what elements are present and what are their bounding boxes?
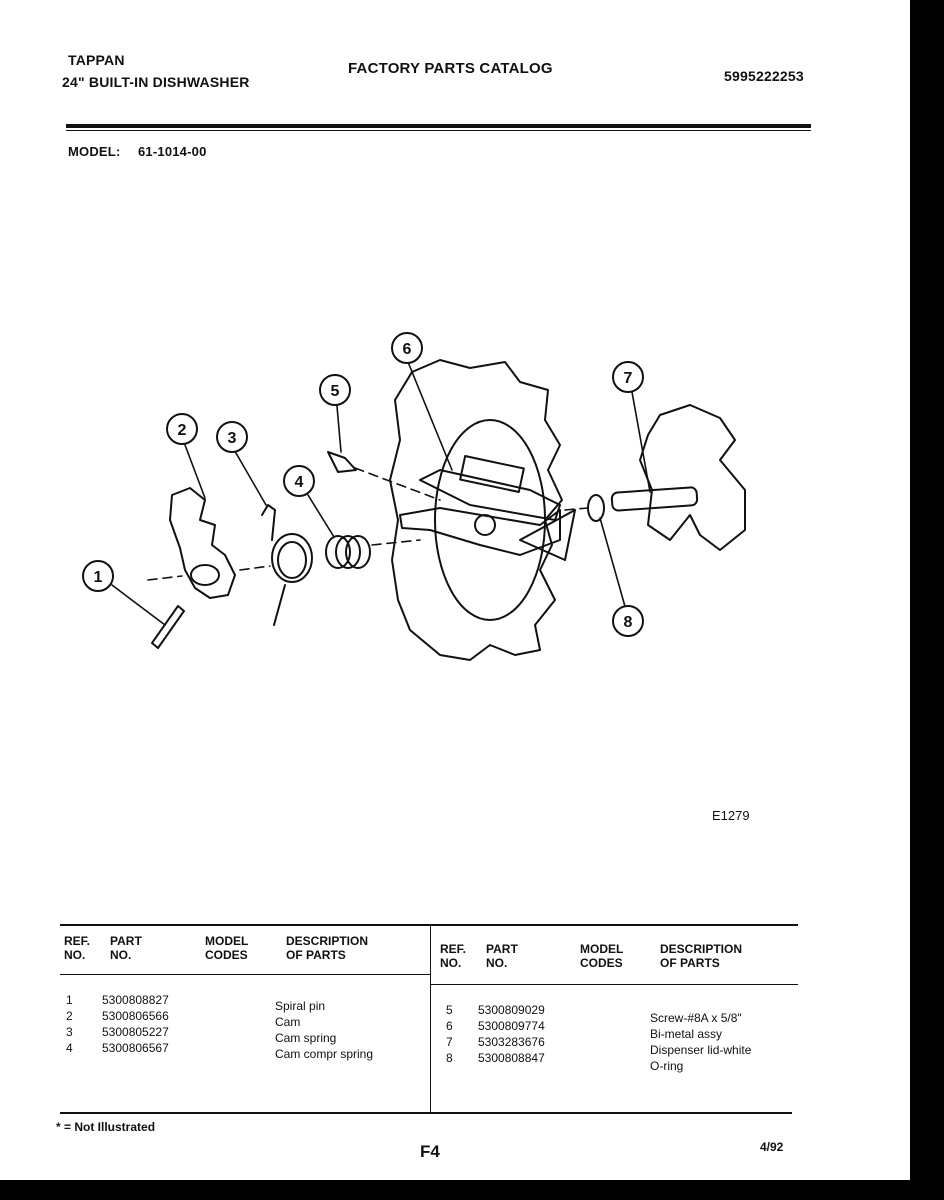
callout-2	[167, 414, 197, 444]
callout-4	[284, 466, 314, 496]
callout-5	[320, 375, 350, 405]
callout-3	[217, 422, 247, 452]
left-desc-column: Spiral pin Cam Cam spring Cam compr spring	[275, 999, 374, 1061]
left-part-column: 5300808827 5300806566 5300805227 5300806567	[102, 993, 169, 1055]
dispenser-lid	[640, 405, 745, 550]
right-desc-column: Screw-#8A x 5/8" Bi-metal assy Dispenser lid-white O-ring	[650, 1011, 752, 1073]
left-header-rule	[60, 974, 430, 975]
bimetal-pivot	[475, 515, 495, 535]
model-number: 61-1014-00	[138, 144, 207, 159]
right-header-rule	[431, 984, 798, 985]
brand-name: TAPPAN	[68, 52, 125, 68]
right-part-column: 5300809029 5300809774 5303283676 5300808847	[478, 1003, 545, 1065]
svg-text:7: 7	[623, 370, 633, 387]
svg-text:4: 4	[294, 474, 304, 491]
not-illustrated-note: * = Not Illustrated	[56, 1120, 156, 1134]
drawing-id: E1279	[712, 808, 750, 823]
table-top-rule	[60, 924, 798, 926]
cam-hub	[191, 565, 219, 585]
model-label: MODEL:	[68, 144, 121, 159]
table-row: 3	[66, 1025, 73, 1039]
table-bottom-rule	[60, 1112, 792, 1114]
table-column-divider	[430, 924, 431, 1114]
callout-1	[83, 561, 113, 591]
compr-spring-coil-2	[336, 536, 360, 568]
svg-text:3: 3	[227, 430, 237, 447]
cam-spring-leg	[274, 585, 285, 625]
table-row: 4	[66, 1041, 73, 1055]
left-ref-column	[66, 992, 73, 1056]
table-row: 1	[66, 993, 73, 1007]
dispenser-housing	[390, 360, 562, 660]
cam-spring-hook	[262, 505, 275, 540]
svg-text:1: 1	[93, 569, 103, 586]
spiral-pin	[152, 606, 184, 648]
svg-text:5: 5	[330, 383, 340, 400]
table-row: 7	[446, 1035, 453, 1049]
o-ring	[588, 495, 604, 521]
svg-text:8: 8	[623, 614, 633, 631]
screw	[328, 452, 356, 472]
svg-text:2: 2	[177, 422, 187, 439]
callout-6	[392, 333, 422, 363]
svg-text:6: 6	[402, 341, 412, 358]
table-row: 6	[446, 1019, 453, 1033]
page-number: F4	[420, 1142, 440, 1161]
revision-date: 4/92	[760, 1140, 784, 1154]
callout-8	[613, 606, 643, 636]
table-row: 2	[66, 1009, 73, 1023]
product-name: 24" BUILT-IN DISHWASHER	[62, 74, 250, 90]
catalog-title: FACTORY PARTS CATALOG	[348, 60, 553, 77]
catalog-page: TAPPAN 24" BUILT-IN DISHWASHER FACTORY PARTS CATALOG 5995222253 MODEL: 61-1014-00 1 2 3 4 5 6 7 8 E1279 REF. NO. PART NO. MODEL CODES DESCRIPTION OF PARTS REF. NO. PART NO. MODEL CODES DESCRIPTION OF PARTS 1 2 3 4 5300808827 5300806566 5300805227 5300806567 Spiral pin Cam Cam spring Cam compr spring 5 6 7 8 5300809029 5300809774 5303283676 5300808847 Screw-#8A x 5/8" Bi-metal assy Dispenser lid-white O-ring * = Not Illustrated F4 4/92	[0, 0, 912, 1180]
cam	[170, 488, 235, 598]
lid-pin	[611, 487, 697, 511]
catalog-number: 5995222253	[724, 68, 804, 84]
cam-spring-coil-2	[278, 542, 306, 578]
housing-recess	[435, 420, 545, 620]
callout-7	[613, 362, 643, 392]
table-row: 5	[446, 1003, 453, 1017]
table-row: 8	[446, 1051, 453, 1065]
right-ref-column	[446, 1002, 453, 1066]
